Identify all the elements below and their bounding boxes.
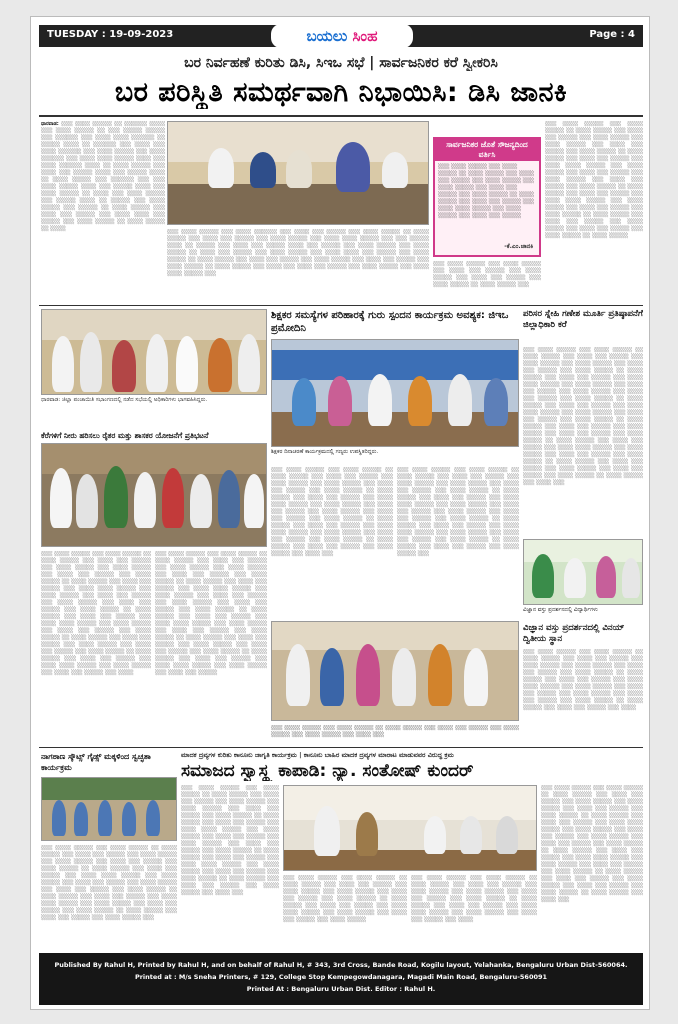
science-expo-photo [523, 539, 643, 605]
scouts-photo [41, 777, 177, 841]
teachers-body-col2: ░░░ ░░░░ ░░░░░ ░░░ ░░░░ ░░░░░ ░░ ░░░░ ░░░░░ ░░░ ░░░░ ░░░ ░░░░░ ░░░ ░░░░ ░░░░░ ░░░ ░░░░ ░░░░░ ░░░ ░░░░ ░░░ ░░░░░ ░░░ ░░░░ ░░░░░ ░░ ░░░░ ░░░░░ ░░░ ░░░░ ░░░ ░░░░░ ░░░ ░░░░ ░░░░ ░░░░░ ░░░ ░░░░ ░░░░░ ░░░ ░░░░ ░░░ ░░░░░ ░░░ ░░░░ ░░░░░ ░░░ ░░░░ ░░░ ░░░░░ ░░░ ░░░░ ░░░░░ ░░ ░░░░ ░░░░░ ░░░ ░░░░ ░░░ ░░░░░ ░░░ ░░░░ ░░░░ ░░░░░ ░░░ ░░░░ ░░░░░ ░░░ ░░░░ ░░░ ░░░░░ ░░░ ░░░░ ░░░░░ ░░ ░░░░ ░░░░░ ░░░ ░░░░ ░░░ ░░░░░ ░░░ ░░░░ ░░░░░ ░░░ [397, 467, 519, 557]
lead-body-col3: ░░░ ░░░░ ░░░░░ ░░░ ░░░░ ░░░░░ ░░░ ░░░░ ░░░ ░░░░░ ░░░ ░░░░ ░░░░░ ░░░ ░░░░ ░░░ ░░░░░ ░░░ ░░░░ ░░░░░ ░░ ░░░░ ░░░░░ ░░░ [433, 261, 541, 288]
lead-body-col2: ░░░ ░░░░ ░░░░░ ░░░ ░░░░ ░░░░░░ ░░░ ░░░░ ░░░ ░░░░░ ░░░ ░░░░ ░░░░░ ░░ ░░░░ ░░░░░ ░░░ ░░░░ ░░░ ░░░░░ ░░░ ░░░░ ░░░░░ ░░░ ░░░░ ░░░░ ░░░░░ ░░░ ░░░ ░░░░░ ░░░░ ░░ ░░░░░ ░░░ ░░░░ ░░░ ░░░░░ ░░░░ ░░░ ░░░░░ ░░░ ░░░░ ░░░░░ ░░░ ░░░░ ░░░░░ ░░ ░░░░ ░░░ ░░░░░ ░░░ ░░░░ ░░░░░ ░░░ ░░░░ ░░░░ ░░░ ░░░░░ ░░░ ░░░░ ░░░░░ ░░ ░░░░ ░░░░░ ░░░ ░░░░ ░░░ ░░░░░ ░░░ ░░░░ ░░░░░ ░░░ ░░░░ ░░░ ░░░░░ ░░░ ░░░░ ░░░░░ ░░ ░░░░ ░░░░░ ░░░ ░░░░ ░░░ ░░░░ ░░░ ░░░░░ ░░░ ░░░░ ░░░░░ ░░░ ░░░░ ░░░░ ░░░░░ ░░░ [167, 229, 429, 277]
ganesha-headline: ಪರಿಸರ ಸ್ನೇಹಿ ಗಣೇಶ ಮೂರ್ತಿ ಪ್ರತಿಷ್ಠಾಪನೆಗೆ ಜಿಲ್ಲಾಧಿಕಾರಿ ಕರೆ [523, 309, 643, 330]
divider [39, 747, 643, 748]
farmers-body-col1: ░░░ ░░░░ ░░░░░ ░░░ ░░░░ ░░░░░ ░░ ░░░░ ░░░░░ ░░░ ░░░░ ░░░ ░░░░░ ░░░ ░░░░ ░░░░░ ░░░ ░░░░ ░░░░░ ░░░ ░░░░ ░░░ ░░░░░ ░░░ ░░░░ ░░░░░ ░░ ░░░░ ░░░░░ ░░░ ░░░░ ░░░ ░░░░░ ░░░ ░░░░ ░░░░ ░░░░░ ░░░ ░░░░ ░░░░░ ░░░ ░░░░ ░░░ ░░░░░ ░░░ ░░░░ ░░░░░ ░░░ ░░░░ ░░░ ░░░░░ ░░░ ░░░░ ░░░░░ ░░ ░░░░ ░░░░░ ░░░ ░░░░ ░░░ ░░░░░ ░░░ ░░░░ ░░░░ ░░░░░ ░░░ ░░░░ ░░░░░ ░░░ ░░░░ ░░░ ░░░░░ ░░░ ░░░░ ░░░░░ ░░ ░░░░ ░░░░░ ░░░ ░░░░ ░░░ ░░░░░ ░░░ ░░░░ ░░░░░ ░░░ ░░░░ ░░░ ░░░░░ ░░░ ░░░░ ░░░░░ ░░ ░░░░ ░░░░░ ░░░ ░░░░ ░░░ ░░░░░ ░░░ ░░░░ ░░░░ ░░░░░ ░░░ ░░░░ ░░░░░ ░░░ ░░░░ ░░░ ░░░░░ ░░░ ░░░░ [41, 551, 151, 676]
health-body-col1: ░░░ ░░░░ ░░░░░ ░░░ ░░░░ ░░░░░ ░░ ░░░░ ░░░░░ ░░░ ░░░░ ░░░ ░░░░░ ░░░ ░░░░ ░░░░░ ░░░ ░░░░ ░░░░░ ░░░ ░░░░ ░░░ ░░░░░ ░░░ ░░░░ ░░░░░ ░░ ░░░░ ░░░░░ ░░░ ░░░░ ░░░ ░░░░░ ░░░ ░░░░ ░░░░ ░░░░░ ░░░ ░░░░ ░░░░░ ░░░ ░░░░ ░░░ ░░░░░ ░░░ ░░░░ ░░░░░ ░░░ ░░░░ ░░░ ░░░░░ ░░░ ░░░░ ░░░░░ ░░ ░░░░ ░░░░░ ░░░ ░░░░ ░░░ ░░░░░ ░░░ ░░░░ ░░░░ ░░░░░ ░░░ ░░░░ ░░░░░ ░░░ ░░░░ ░░░ ░░░░░ ░░░ ░░░░ ░░░░░ ░░ ░░░░ ░░░░░ ░░░ ░░░░ ░░░ ░░░░░ ░░░ ░░░░ ░░░░░ ░░░ ░░░░ ░░░ [181, 785, 279, 896]
farmers-body-col2: ░░░ ░░░░ ░░░░░ ░░░ ░░░░ ░░░░░ ░░ ░░░░ ░░░░░ ░░░ ░░░░ ░░░ ░░░░░ ░░░ ░░░░ ░░░░░ ░░░ ░░░░ ░░░░░ ░░░ ░░░░ ░░░ ░░░░░ ░░░ ░░░░ ░░░░░ ░░ ░░░░ ░░░░░ ░░░ ░░░░ ░░░ ░░░░░ ░░░ ░░░░ ░░░░ ░░░░░ ░░░ ░░░░ ░░░░░ ░░░ ░░░░ ░░░ ░░░░░ ░░░ ░░░░ ░░░░░ ░░░ ░░░░ ░░░ ░░░░░ ░░░ ░░░░ ░░░░░ ░░ ░░░░ ░░░░░ ░░░ ░░░░ ░░░ ░░░░░ ░░░ ░░░░ ░░░░ ░░░░░ ░░░ ░░░░ ░░░░░ ░░░ ░░░░ ░░░ ░░░░░ ░░░ ░░░░ ░░░░░ ░░ ░░░░ ░░░░░ ░░░ ░░░░ ░░░ ░░░░░ ░░░ ░░░░ ░░░░░ ░░░ ░░░░ ░░░ ░░░░░ ░░░ ░░░░ ░░░░░ ░░ ░░░░ ░░░░░ ░░░ ░░░░ ░░░ ░░░░░ ░░░ ░░░░ ░░░░ ░░░░░ ░░░ ░░░░ ░░░░░ ░░░ ░░░░ ░░░ ░░░░░ [155, 551, 267, 676]
lead-dateline: ಧಾರವಾಡ: [41, 121, 59, 127]
logo-word-1: ಬಯಲು [306, 27, 353, 45]
scouts-body: ░░░ ░░░░ ░░░░░ ░░░ ░░░░ ░░░░░ ░░ ░░░░ ░░░░░ ░░░ ░░░░ ░░░ ░░░░░ ░░░ ░░░░ ░░░░░ ░░░ ░░░░ ░░░░░ ░░░ ░░░░ ░░░ ░░░░░ ░░░ ░░░░ ░░░░░ ░░ ░░░░ ░░░░░ ░░░ ░░░░ ░░░ ░░░░░ ░░░ ░░░░ ░░░░ ░░░░░ ░░░ ░░░░ ░░░░░ ░░░ ░░░░ ░░░ ░░░░░ ░░░ ░░░░ ░░░░░ ░░░ ░░░░ ░░░ ░░░░░ ░░░ ░░░░ ░░░░░ ░░ ░░░░ ░░░░░ ░░░ ░░░░ ░░░ ░░░░░ ░░░ ░░░░ ░░░░ ░░░░░ ░░░ ░░░░ ░░░░░ ░░░ ░░░░ ░░░ ░░░░░ ░░░ ░░░░ ░░░░░ ░░ ░░░░ ░░░░░ ░░░ ░░░░ ░░░ ░░░░░ ░░░ ░░░░ ░░░░░ ░░░ [41, 845, 177, 921]
health-body-col2: ░░░ ░░░░ ░░░░░ ░░░ ░░░░ ░░░░░ ░░ ░░░░ ░░░░░ ░░░ ░░░░ ░░░ ░░░░░ ░░░ ░░░░ ░░░░░ ░░░ ░░░░ ░░░░░ ░░░ ░░░░ ░░░ ░░░░░ ░░░ ░░░░ ░░░░░ ░░ ░░░░ ░░░░░ ░░░ ░░░░ ░░░ ░░░░░ ░░░ ░░░░ ░░░░ ░░░░░ ░░░ ░░░░ ░░░░░ ░░░ ░░░░ ░░░ ░░░░░ ░░░ ░░░░ ░░░░░ [283, 875, 407, 923]
teachers-award-photo [271, 621, 519, 721]
lead-headline: ಬರ ಪರಿಸ್ಥಿತಿ ಸಮರ್ಥವಾಗಿ ನಿಭಾಯಿಸಿ: ಡಿಸಿ ಜಾನಕಿ [114, 77, 568, 108]
teachers-photo-caption: ಶಿಕ್ಷಕರ ದಿನಾಚರಣೆ ಕಾರ್ಯಕ್ರಮದಲ್ಲಿ ಗಣ್ಯರು ಉಪಸ್ಥಿತರಿದ್ದರು. [271, 449, 379, 455]
teachers-headline: ಶಿಕ್ಷಕರ ಸಮಸ್ಯೆಗಳ ಪರಿಹಾರಕ್ಕೆ ಗುರು ಸ್ಪಂದನ ಕಾರ್ಯಕ್ರಮ ಅವಶ್ಯಕ: ಜಿಇಒ ಪ್ರಮೋದಿನಿ [271, 310, 509, 334]
health-body-col4: ░░░ ░░░░ ░░░░░ ░░░ ░░░░ ░░░░░ ░░ ░░░░ ░░░░░ ░░░ ░░░░ ░░░ ░░░░░ ░░░ ░░░░ ░░░░░ ░░░ ░░░░ ░░░░░ ░░░ ░░░░ ░░░ ░░░░░ ░░░ ░░░░ ░░░░░ ░░ ░░░░ ░░░░░ ░░░ ░░░░ ░░░ ░░░░░ ░░░ ░░░░ ░░░░ ░░░░░ ░░░ ░░░░ ░░░░░ ░░░ ░░░░ ░░░ ░░░░░ ░░░ ░░░░ ░░░░░ ░░░ ░░░░ ░░░ ░░░░░ ░░░ ░░░░ ░░░░░ ░░ ░░░░ ░░░░░ ░░░ ░░░░ ░░░ ░░░░░ ░░░ ░░░░ ░░░░ ░░░░░ ░░░ ░░░░ ░░░░░ ░░░ ░░░░ ░░░ ░░░░░ ░░░ ░░░░ ░░░░░ ░░ ░░░░ ░░░░░ ░░░ ░░░░ ░░░ ░░░░░ ░░░ ░░░░ ░░░░░ ░░░ ░░░░ ░░░ ░░░░░ ░░░ ░░░░ ░░░░░ ░░ ░░░░ ░░░░░ ░░░ ░░░░ ░░░ [541, 785, 643, 903]
newspaper-logo [271, 24, 413, 48]
health-kicker: ಮಾದಕ ದ್ರವ್ಯಗಳ ಕುರಿತು ಕಾನೂನು ಜಾಗೃತಿ ಕಾರ್ಯಕ್ರಮ | ಕಾನೂನು ಬಾಹಿರ ಮಾದಕ ದ್ರವ್ಯಗಳ ಮಾರಾಟ ಮಾಡುವವರ ವಿರುದ್ಧ ಕ್ರಮ [181, 751, 454, 759]
health-body-col3: ░░░ ░░░░ ░░░░░ ░░░ ░░░░ ░░░░░ ░░ ░░░░ ░░░░░ ░░░ ░░░░ ░░░ ░░░░░ ░░░ ░░░░ ░░░░░ ░░░ ░░░░ ░░░░░ ░░░ ░░░░ ░░░ ░░░░░ ░░░ ░░░░ ░░░░░ ░░ ░░░░ ░░░░░ ░░░ ░░░░ ░░░ ░░░░░ ░░░ ░░░░ ░░░░ ░░░░░ ░░░ ░░░░ ░░░░░ ░░░ ░░░░ ░░░ ░░░░░ ░░░ ░░░░ [411, 875, 537, 923]
imprint-footer [39, 953, 643, 1005]
officials-photo [41, 309, 267, 395]
imprint-line-1: Published By Rahul H, Printed by Rahul H, and on behalf of Rahul H, # 343, 3rd Cross, Bande Road, Kogilu layout, Yelahanka, Bengaluru Urban Dist-560064. [54, 961, 628, 969]
health-headline: ಸಮಾಜದ ಸ್ವಾಸ್ಥ್ಯ ಕಾಪಾಡಿ: ನ್ಯಾ. ಸಂತೋಷ್ ಕುಂದರ್ [181, 761, 474, 781]
info-box-signature: -ಕೆ.ಎಂ.ಜಾನಕಿ [504, 243, 533, 250]
masthead [39, 25, 643, 47]
lead-meeting-photo [167, 121, 429, 225]
page-number: Page : 4 [589, 29, 635, 40]
science-body: ░░░ ░░░░ ░░░░░ ░░░ ░░░░ ░░░░░ ░░ ░░░░ ░░░░░ ░░░ ░░░░ ░░░ ░░░░░ ░░░ ░░░░ ░░░░░ ░░░ ░░░░ ░░░░░ ░░░ ░░░░ ░░░ ░░░░░ ░░░ ░░░░ ░░░░░ ░░ ░░░░ ░░░░░ ░░░ ░░░░ ░░░ ░░░░░ ░░░ ░░░░ ░░░░ ░░░░░ ░░░ ░░░░ ░░░░░ ░░░ ░░░░ ░░░ ░░░░░ ░░░ ░░░░ ░░░░░ ░░░ ░░░░ ░░░ ░░░░░ ░░░ ░░░░ ░░░░░ ░░ ░░░░ ░░░░░ ░░░ ░░░░ ░░░ ░░░░░ ░░░ ░░░░ [523, 649, 643, 711]
science-headline: ವಿಜ್ಞಾನ ವಸ್ತು ಪ್ರದರ್ಶನದಲ್ಲಿ ವಿನಯ್ ದ್ವಿತೀಯ ಸ್ಥಾನ [523, 623, 625, 644]
divider [39, 115, 643, 117]
scouts-headline: ನಾಗಠಾಣ ಸ್ಕೌಟ್ಸ್ ಗೈಡ್ಸ್ ಮಕ್ಕಳಿಂದ ಸ್ವಚ್ಛತಾ ಕಾರ್ಯಕ್ರಮ [41, 752, 151, 772]
lead-body-col1: ಧಾರವಾಡ: ░░░ ░░░░ ░░░░░ ░░ ░░░░░░ ░░░░ ░░░ ░░░░ ░░░░░ ░░ ░░░ ░░░░░ ░░░░░ ░░░ ░░░░░░ ░░░ ░░░░ ░░░░ ░░░░░░ ░░ ░░░░░ ░░░░ ░░ ░░░░░░ ░░░ ░░░░ ░░░ ░░░░ ░░░░░░ ░░░ ░░░░ ░░░░░ ░░░ ░░░░ ░░░░░░ ░░░ ░░░░ ░░░░ ░░░░░ ░░░░ ░░░ ░░░░ ░░░░░░ ░░░░ ░░ ░░░░ ░░░░░ ░░░ ░░░░ ░░░ ░░░░░ ░░░░ ░░░ ░░░░░ ░░░░ ░░ ░░░░ ░░░░░ ░░░ ░░░░░░ ░░░ ░░░ ░░░░ ░░░░░ ░░░░ ░░░ ░░░░░ ░░░░ ░░░ ░░░░ ░░░░░ ░░ ░░░░ ░░░ ░░░░ ░░░░░ ░░░ ░░░░░ ░░░░ ░░ ░░░░░ ░░░ ░░░░ ░░░░░ ░░░ ░░░░░ ░░ ░░░░ ░░░░░ ░░░ ░░░░ ░░░ ░░░░░ ░░░ ░░░░ ░░░░ ░░░ ░░░░░ ░░░ ░░░░ ░░░░░ ░░ ░░░░ ░░░░░ ░░ ░░░░ [41, 121, 165, 232]
science-photo-caption: ವಿಜ್ಞಾನ ವಸ್ತು ಪ್ರದರ್ಶನದಲ್ಲಿ ವಿದ್ಯಾರ್ಥಿಗಳು [523, 607, 598, 613]
divider [39, 305, 643, 306]
ganesha-body: ░░░ ░░░░ ░░░░░ ░░░ ░░░░ ░░░░░ ░░ ░░░░ ░░░░░ ░░░ ░░░░ ░░░ ░░░░░ ░░░ ░░░░ ░░░░░ ░░░ ░░░░ ░░░░░ ░░░ ░░░░ ░░░ ░░░░░ ░░░ ░░░░ ░░░░░ ░░ ░░░░ ░░░░░ ░░░ ░░░░ ░░░ ░░░░░ ░░░ ░░░░ ░░░░ ░░░░░ ░░░ ░░░░ ░░░░░ ░░░ ░░░░ ░░░ ░░░░░ ░░░ ░░░░ ░░░░░ ░░░ ░░░░ ░░░ ░░░░░ ░░░ ░░░░ ░░░░░ ░░ ░░░░ ░░░░░ ░░░ ░░░░ ░░░ ░░░░░ ░░░ ░░░░ ░░░░ ░░░░░ ░░░ ░░░░ ░░░░░ ░░░ ░░░░ ░░░ ░░░░░ ░░░ ░░░░ ░░░░░ ░░ ░░░░ ░░░░░ ░░░ ░░░░ ░░░ ░░░░░ ░░░ ░░░░ ░░░░░ ░░░ ░░░░ ░░░ ░░░░░ ░░░ ░░░░ ░░░░░ ░░ ░░░░ ░░░░░ ░░░ ░░░░ ░░░ ░░░░░ ░░░ ░░░░ ░░░░ ░░░░░ ░░░ ░░░░ ░░░░░ ░░░ ░░░░ ░░░ ░░░░░ ░░░ ░░░░ ░░░░░ ░░ ░░░░ ░░░░░ ░░░ ░░░░ ░░░ ░░░░░ ░░░ ░░░░ ░░░░░ ░░░ ░░░░ ░░░ ░░░░░ ░░░ ░░░░ ░░░░░ ░░ ░░░░ ░░░░░ ░░░ ░░░░ ░░░ [523, 347, 643, 486]
teachers-body-col1: ░░░ ░░░░ ░░░░░ ░░░ ░░░░ ░░░░░ ░░ ░░░░ ░░░░░ ░░░ ░░░░ ░░░ ░░░░░ ░░░ ░░░░ ░░░░░ ░░░ ░░░░ ░░░░░ ░░░ ░░░░ ░░░ ░░░░░ ░░░ ░░░░ ░░░░░ ░░ ░░░░ ░░░░░ ░░░ ░░░░ ░░░ ░░░░░ ░░░ ░░░░ ░░░░ ░░░░░ ░░░ ░░░░ ░░░░░ ░░░ ░░░░ ░░░ ░░░░░ ░░░ ░░░░ ░░░░░ ░░░ ░░░░ ░░░ ░░░░░ ░░░ ░░░░ ░░░░░ ░░ ░░░░ ░░░░░ ░░░ ░░░░ ░░░ ░░░░░ ░░░ ░░░░ ░░░░ ░░░░░ ░░░ ░░░░ ░░░░░ ░░░ ░░░░ ░░░ ░░░░░ ░░░ ░░░░ ░░░░░ ░░ ░░░░ ░░░░░ ░░░ ░░░░ ░░░ ░░░░░ ░░░ ░░░░ ░░░░░ ░░░ ░░░░ ░░░ [271, 467, 393, 557]
logo-word-2: ಸಿಂಹ [352, 27, 378, 45]
info-box-title: ಸಾರ್ವಜನಿಕರ ಜೊತೆ ಸೌಜನ್ಯದಿಂದ ವರ್ತಿಸಿ [435, 139, 539, 161]
info-box [433, 137, 541, 257]
imprint-line-3: Printed At : Bengaluru Urban Dist. Editor : Rahul H. [246, 985, 436, 993]
newspaper-page [30, 16, 650, 1010]
officials-photo-caption: ಧಾರವಾಡ: ಜಿಲ್ಲಾ ಪಂಚಾಯಿತಿ ಸಭಾಂಗಣದಲ್ಲಿ ನಡೆದ ಸಭೆಯಲ್ಲಿ ಅಧಿಕಾರಿಗಳು ಭಾಗವಹಿಸಿದ್ದರು. [41, 397, 208, 403]
lead-body-col4: ░░░ ░░░░ ░░░░░ ░░░ ░░░░ ░░░░░ ░░ ░░░░ ░░░░░ ░░░ ░░░░ ░░░ ░░░░░ ░░░ ░░░░ ░░░░░ ░░░ ░░░░ ░░░░░ ░░░ ░░░░ ░░░ ░░░░░ ░░░ ░░░░ ░░░░░ ░░ ░░░░ ░░░░░ ░░░ ░░░░ ░░░ ░░░░░ ░░░ ░░░░ ░░░░ ░░░░░ ░░░ ░░░░ ░░░░░ ░░░ ░░░░ ░░░ ░░░░░ ░░░ ░░░░ ░░░░░ ░░░ ░░░░ ░░░ ░░░░░ ░░░ ░░░░ ░░░░░ ░░ ░░░░ ░░░░░ ░░░ ░░░░ ░░░ ░░░░░ ░░░ ░░░░ ░░░░ ░░░░░ ░░░ ░░░░ ░░░░░ ░░░ ░░░░ ░░░ ░░░░░ ░░░ ░░░░ ░░░░░ ░░ ░░░░ ░░░░░ ░░░ ░░░░ ░░░ ░░░░░ ░░░ ░░░░ ░░░░░ ░░░ ░░░░ ░░░ ░░░░░ ░░░ ░░░░ ░░░░░ ░░ ░░░░ ░░░░░ [545, 121, 643, 239]
teachers-day-photo [271, 339, 519, 447]
issue-date: TUESDAY : 19-09-2023 [47, 29, 174, 40]
teachers-award-caption: ░░░ ░░░░ ░░░░░ ░░░ ░░░░ ░░░░░ ░░ ░░░░ ░░░░░ ░░░ ░░░░ ░░░ ░░░░░ ░░░ ░░░░ ░░░░░ ░░░ ░░░░ ░░░░░ ░░░ ░░░░ ░░░ [271, 725, 519, 738]
imprint-line-2: Printed at : M/s Sneha Printers, # 129, College Stop Kempegowdanagara, Magadi Main Road, Bengaluru-560091 [134, 973, 548, 981]
lead-kicker: ಬರ ನಿರ್ವಹಣೆ ಕುರಿತು ಡಿಸಿ, ಸಿಇಒ ಸಭೆ | ಸಾರ್ವಜನಿಕರ ಕರೆ ಸ್ವೀಕರಿಸಿ [184, 55, 498, 71]
farmers-headline: ಕೆರೆಗಳಿಗೆ ನೀರು ಹರಿಸಲು ರೈತರ ಮತ್ತು ಶಾಸಕರ ಯೋಜನೆಗೆ ಪ್ರತಿಭಟನೆ [41, 431, 209, 440]
info-box-body: ░░░ ░░░░ ░░░░░ ░░░ ░░░░ ░░░░░ ░░ ░░░░ ░░░░░ ░░░ ░░░░ ░░░ ░░░░░ ░░░ ░░░░ ░░░░░ ░░░ ░░░░ ░░░░░ ░░░ ░░░░ ░░░ ░░░░░ ░░░ ░░░░ ░░░░░ ░░ ░░░░ ░░░░░ ░░░ ░░░░ ░░░ ░░░░░ ░░░ ░░░░ ░░░░ ░░░░░ ░░░ ░░░░ ░░░░░ ░░░ ░░░░ ░░░ ░░░░░ [438, 164, 535, 219]
farmers-protest-photo [41, 443, 267, 547]
law-awareness-photo [283, 785, 537, 871]
